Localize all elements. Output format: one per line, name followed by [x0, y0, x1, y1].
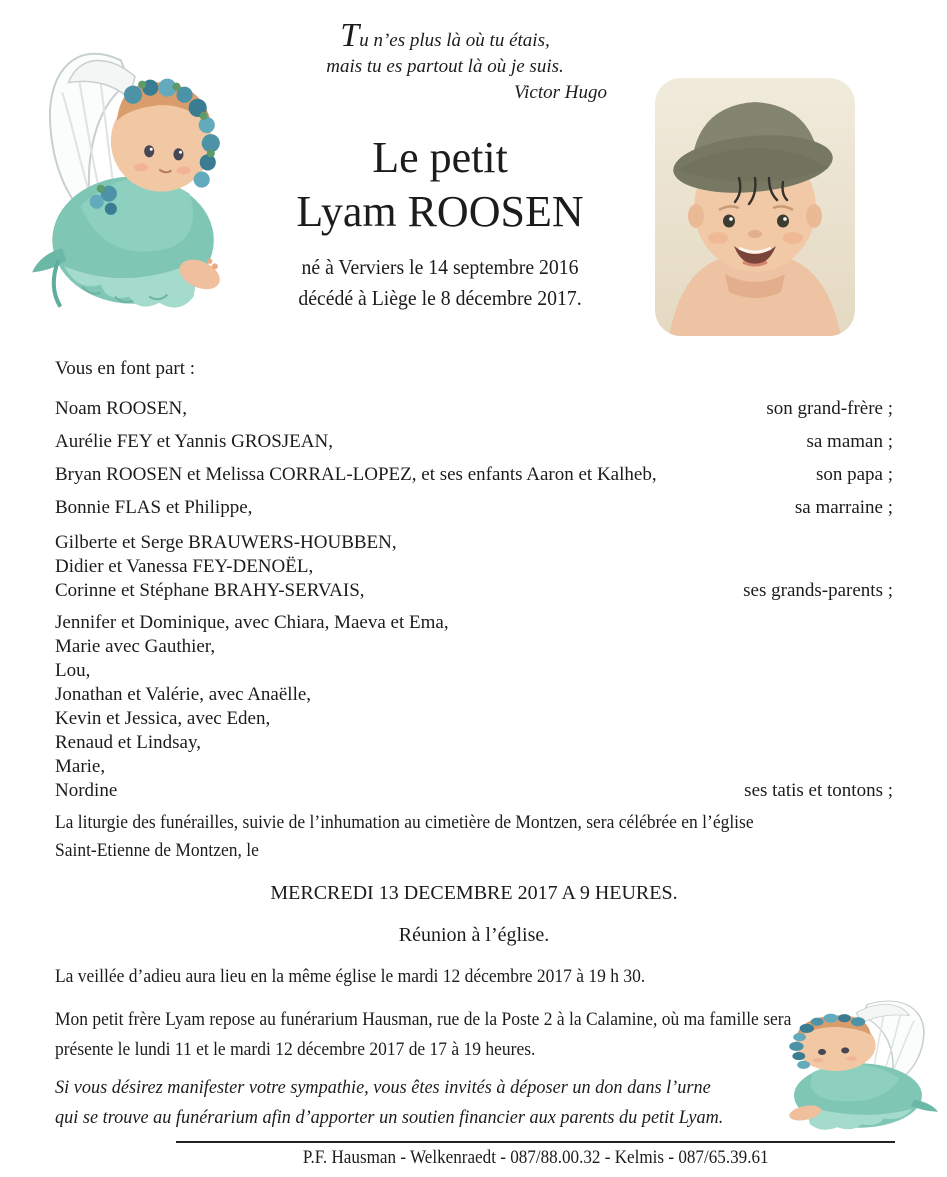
quote-line-2: mais tu es partout là où je suis. [326, 56, 564, 77]
quote-line-1: Tu n’es plus là où tu étais, [340, 17, 550, 54]
repose-paragraph [55, 1005, 893, 1065]
family-name: Bryan ROOSEN et Melissa CORRAL-LOPEZ, et ses enfants Aaron et Kalheb, [55, 464, 657, 485]
family-name: Corinne et Stéphane BRAHY-SERVAIS, [55, 580, 365, 601]
family-name: Jonathan et Valérie, avec Anaëlle, [55, 684, 312, 705]
liturgy-paragraph [55, 809, 893, 865]
family-group [55, 497, 893, 519]
vigil-paragraph [55, 963, 893, 991]
family-name: Aurélie FEY et Yannis GROSJEAN, [55, 431, 333, 452]
death-line: décédé à Liège le 8 décembre 2017. [298, 286, 582, 310]
family-group-grandparents [55, 531, 893, 603]
family-group [55, 431, 893, 453]
birth-death-dates [177, 252, 703, 314]
family-group [55, 464, 893, 486]
family-name: Renaud et Lindsay, [55, 732, 201, 753]
family-group-aunts-uncles [55, 611, 893, 803]
family-name: Kevin et Jessica, avec Eden, [55, 708, 271, 729]
donation-paragraph [55, 1073, 893, 1133]
donation-line: Si vous désirez manifester votre sympathie, vous êtes invités à déposer un don dans l’urne [55, 1077, 711, 1098]
repose-line: présente le lundi 11 et le mardi 12 décembre 2017 de 17 à 19 heures. [55, 1039, 536, 1060]
ceremony-date-line: MERCREDI 13 DECEMBRE 2017 A 9 HEURES. [270, 882, 678, 904]
announcement-body [55, 358, 893, 1169]
birth-line: né à Verviers le 14 septembre 2016 [301, 255, 579, 279]
repose-line: Mon petit frère Lyam repose au funérarium Hausman, rue de la Poste 2 à la Calamine, où ma famille sera [55, 1009, 792, 1030]
family-role: sa marraine ; [794, 497, 893, 518]
family-group [55, 398, 893, 420]
family-name: Marie avec Gauthier, [55, 636, 216, 657]
liturgy-line: Saint-Etienne de Montzen, le [55, 840, 259, 861]
family-name: Marie, [55, 756, 106, 777]
liturgy-line: La liturgie des funérailles, suivie de l’inhumation au cimetière de Montzen, sera célébrée en l’église [55, 812, 754, 833]
funeral-home-contact: P.F. Hausman - Welkenraedt - 087/88.00.32 - Kelmis - 087/65.39.61 [302, 1147, 769, 1168]
family-name: Gilberte et Serge BRAUWERS-HOUBBEN, [55, 532, 397, 553]
title-block [160, 132, 720, 314]
family-name: Didier et Vanessa FEY-DENOËL, [55, 556, 314, 577]
funeral-home-footer [176, 1141, 895, 1169]
quote-attribution: Victor Hugo [513, 82, 607, 103]
family-role: ses tatis et tontons ; [744, 780, 893, 801]
donation-line: qui se trouve au funérarium afin d’apporter un soutien financier aux parents du petit Lyam. [55, 1107, 724, 1128]
vigil-line: La veillée d’adieu aura lieu en la même église le mardi 12 décembre 2017 à 19 h 30. [55, 966, 646, 987]
family-name: Bonnie FLAS et Philippe, [55, 497, 253, 518]
family-name: Jennifer et Dominique, avec Chiara, Maeva et Ema, [55, 612, 449, 633]
deceased-name: Lyam ROOSEN [296, 187, 584, 236]
family-role: ses grands-parents ; [743, 580, 893, 601]
title-le-petit: Le petit [372, 133, 508, 182]
family-role: sa maman ; [806, 431, 893, 452]
family-name: Lou, [55, 660, 91, 681]
intro-line: Vous en font part : [55, 358, 196, 379]
family-role: son papa ; [815, 464, 893, 485]
memorial-quote [245, 17, 645, 106]
family-name: Nordine [55, 780, 118, 801]
meeting-line: Réunion à l’église. [398, 924, 550, 946]
family-name: Noam ROOSEN, [55, 398, 187, 419]
family-role: son grand-frère ; [766, 398, 893, 419]
